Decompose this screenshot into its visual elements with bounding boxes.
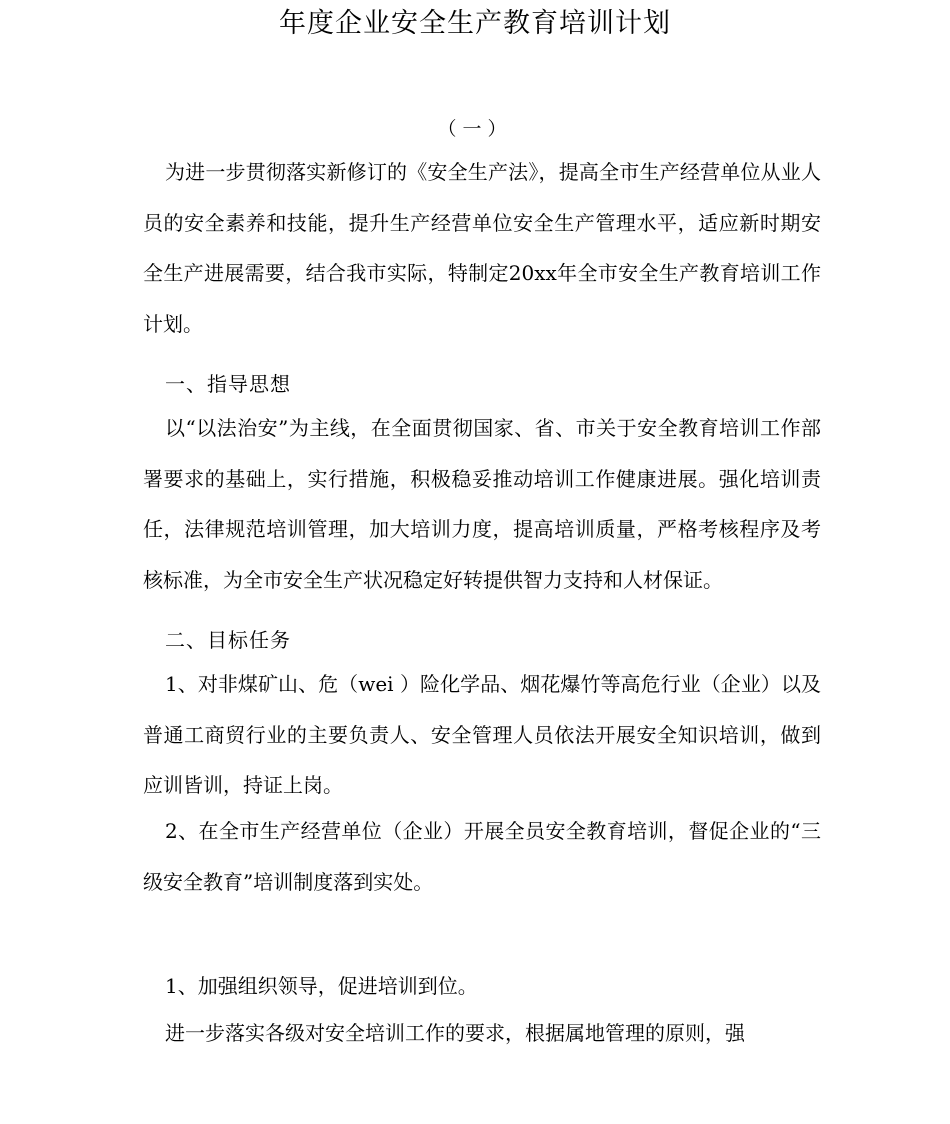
measure-item-1-text: 进一步落实各级对安全培训工作的要求，根据属地管理的原则，强	[165, 1021, 745, 1045]
section-heading-objectives: 二、目标任务	[165, 628, 291, 652]
guiding-ideology-paragraph: 以“以法治安”为主线，在全面贯彻国家、省、市关于安全教育培训工作部署要求的基础上，实行措施，积极稳妥推动培训工作健康进展。强化培训责任，法律规范培训管理，加大培训力度，提高培训质量，严格考核程序及考核标准，为全市安全生产状况稳定好转提供智力支持和人材保证。	[143, 416, 821, 592]
objective-item-2: 2、在全市生产经营单位（企业）开展全员安全教育培训，督促企业的“三级安全教育”培训制度落到实处。	[143, 819, 821, 894]
document-title: 年度企业安全生产教育培训计划	[279, 8, 671, 39]
objective-item-1: 1、对非煤矿山、危（wei ）险化学品、烟花爆竹等高危行业（企业）以及 普通工商贸行业的主要负责人、安全管理人员依法开展安全知识培训，做到应训皆训，持证上岗。	[143, 672, 821, 797]
section-heading-guiding-ideology: 一、指导思想	[165, 372, 291, 396]
part-label: （一）	[437, 118, 513, 140]
measure-item-1-heading: 1、加强组织领导，促进培训到位。	[165, 974, 478, 998]
intro-paragraph: 为进一步贯彻落实新修订的《安全生产法》，提高全市生产经营单位从业人员的安全素养和技能，提升生产经营单位安全生产管理水平，适应新时期安全生产进展需要，结合我市实际，特制定20xx年全市安全生产教育培训工作计划。	[143, 160, 821, 336]
